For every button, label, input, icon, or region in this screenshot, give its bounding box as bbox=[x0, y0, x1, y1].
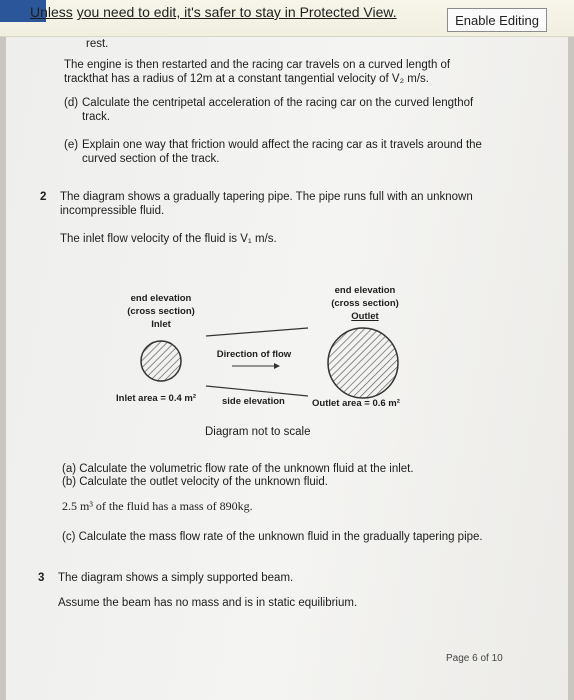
protected-view-message: Unless you need to edit, it's safer to stay in Protected View. bbox=[30, 4, 397, 20]
q1d-text-line1: Calculate the centripetal acceleration of the racing car on the curved lengthof bbox=[82, 97, 474, 109]
outlet-area-label: Outlet area = 0.6 m² bbox=[312, 398, 400, 409]
q2a-text: (a) Calculate the volumetric flow rate of the unknown fluid at the inlet. bbox=[62, 463, 414, 475]
enable-editing-button[interactable]: Enable Editing bbox=[447, 8, 547, 32]
pipe-top-edge bbox=[206, 328, 308, 336]
flow-arrow-head bbox=[274, 363, 280, 369]
q1d-number: (d) bbox=[64, 97, 79, 109]
q1e-text-line2: curved section of the track. bbox=[82, 153, 220, 165]
q3-number: 3 bbox=[38, 572, 45, 584]
inlet-label-line2: (cross section) bbox=[127, 306, 195, 317]
q3-text: The diagram shows a simply supported beam. bbox=[58, 572, 294, 584]
q2-text-line1: The diagram shows a gradually tapering pipe. The pipe runs full with an unknown bbox=[60, 191, 473, 203]
outlet-label-line1: end elevation bbox=[334, 285, 396, 296]
q1e-number: (e) bbox=[64, 139, 79, 151]
q2-number: 2 bbox=[40, 191, 47, 203]
outlet-label-line2: (cross section) bbox=[331, 298, 399, 309]
prev-question-tail: rest. bbox=[86, 38, 109, 50]
outlet-label-line3: Outlet bbox=[351, 311, 379, 322]
not-to-scale-note: Diagram not to scale bbox=[205, 426, 311, 438]
pipe-bottom-edge bbox=[206, 386, 308, 396]
inlet-cross-section bbox=[141, 341, 181, 381]
engine-paragraph-line2: trackthat has a radius of 12m at a constant tangential velocity of V₂ m/s. bbox=[64, 73, 429, 85]
direction-of-flow-label: Direction of flow bbox=[216, 349, 292, 360]
mass-statement: 2.5 m³ of the fluid has a mass of 890kg. bbox=[62, 499, 253, 513]
side-elevation-label: side elevation bbox=[222, 396, 285, 407]
page-number: Page 6 of 10 bbox=[446, 653, 503, 664]
inlet-label-line1: end elevation bbox=[130, 293, 192, 304]
inlet-label-line3: Inlet bbox=[151, 319, 171, 330]
q1d-text-line2: track. bbox=[82, 111, 111, 123]
q2-inlet-velocity: The inlet flow velocity of the fluid is V₁ m/s. bbox=[60, 233, 277, 245]
q1e-text-line1: Explain one way that friction would affect the racing car as it travels around the bbox=[82, 139, 482, 151]
q2-text-line2: incompressible fluid. bbox=[60, 205, 165, 217]
engine-paragraph-line1: The engine is then restarted and the racing car travels on a curved length of bbox=[64, 59, 451, 71]
q3-assumption: Assume the beam has no mass and is in static equilibrium. bbox=[58, 597, 358, 609]
q2b-text: (b) Calculate the outlet velocity of the unknown fluid. bbox=[62, 476, 328, 488]
outlet-cross-section bbox=[328, 328, 398, 398]
q2c-text: (c) Calculate the mass flow rate of the unknown fluid in the gradually tapering pipe. bbox=[62, 531, 483, 543]
inlet-area-label: Inlet area = 0.4 m² bbox=[116, 393, 196, 404]
